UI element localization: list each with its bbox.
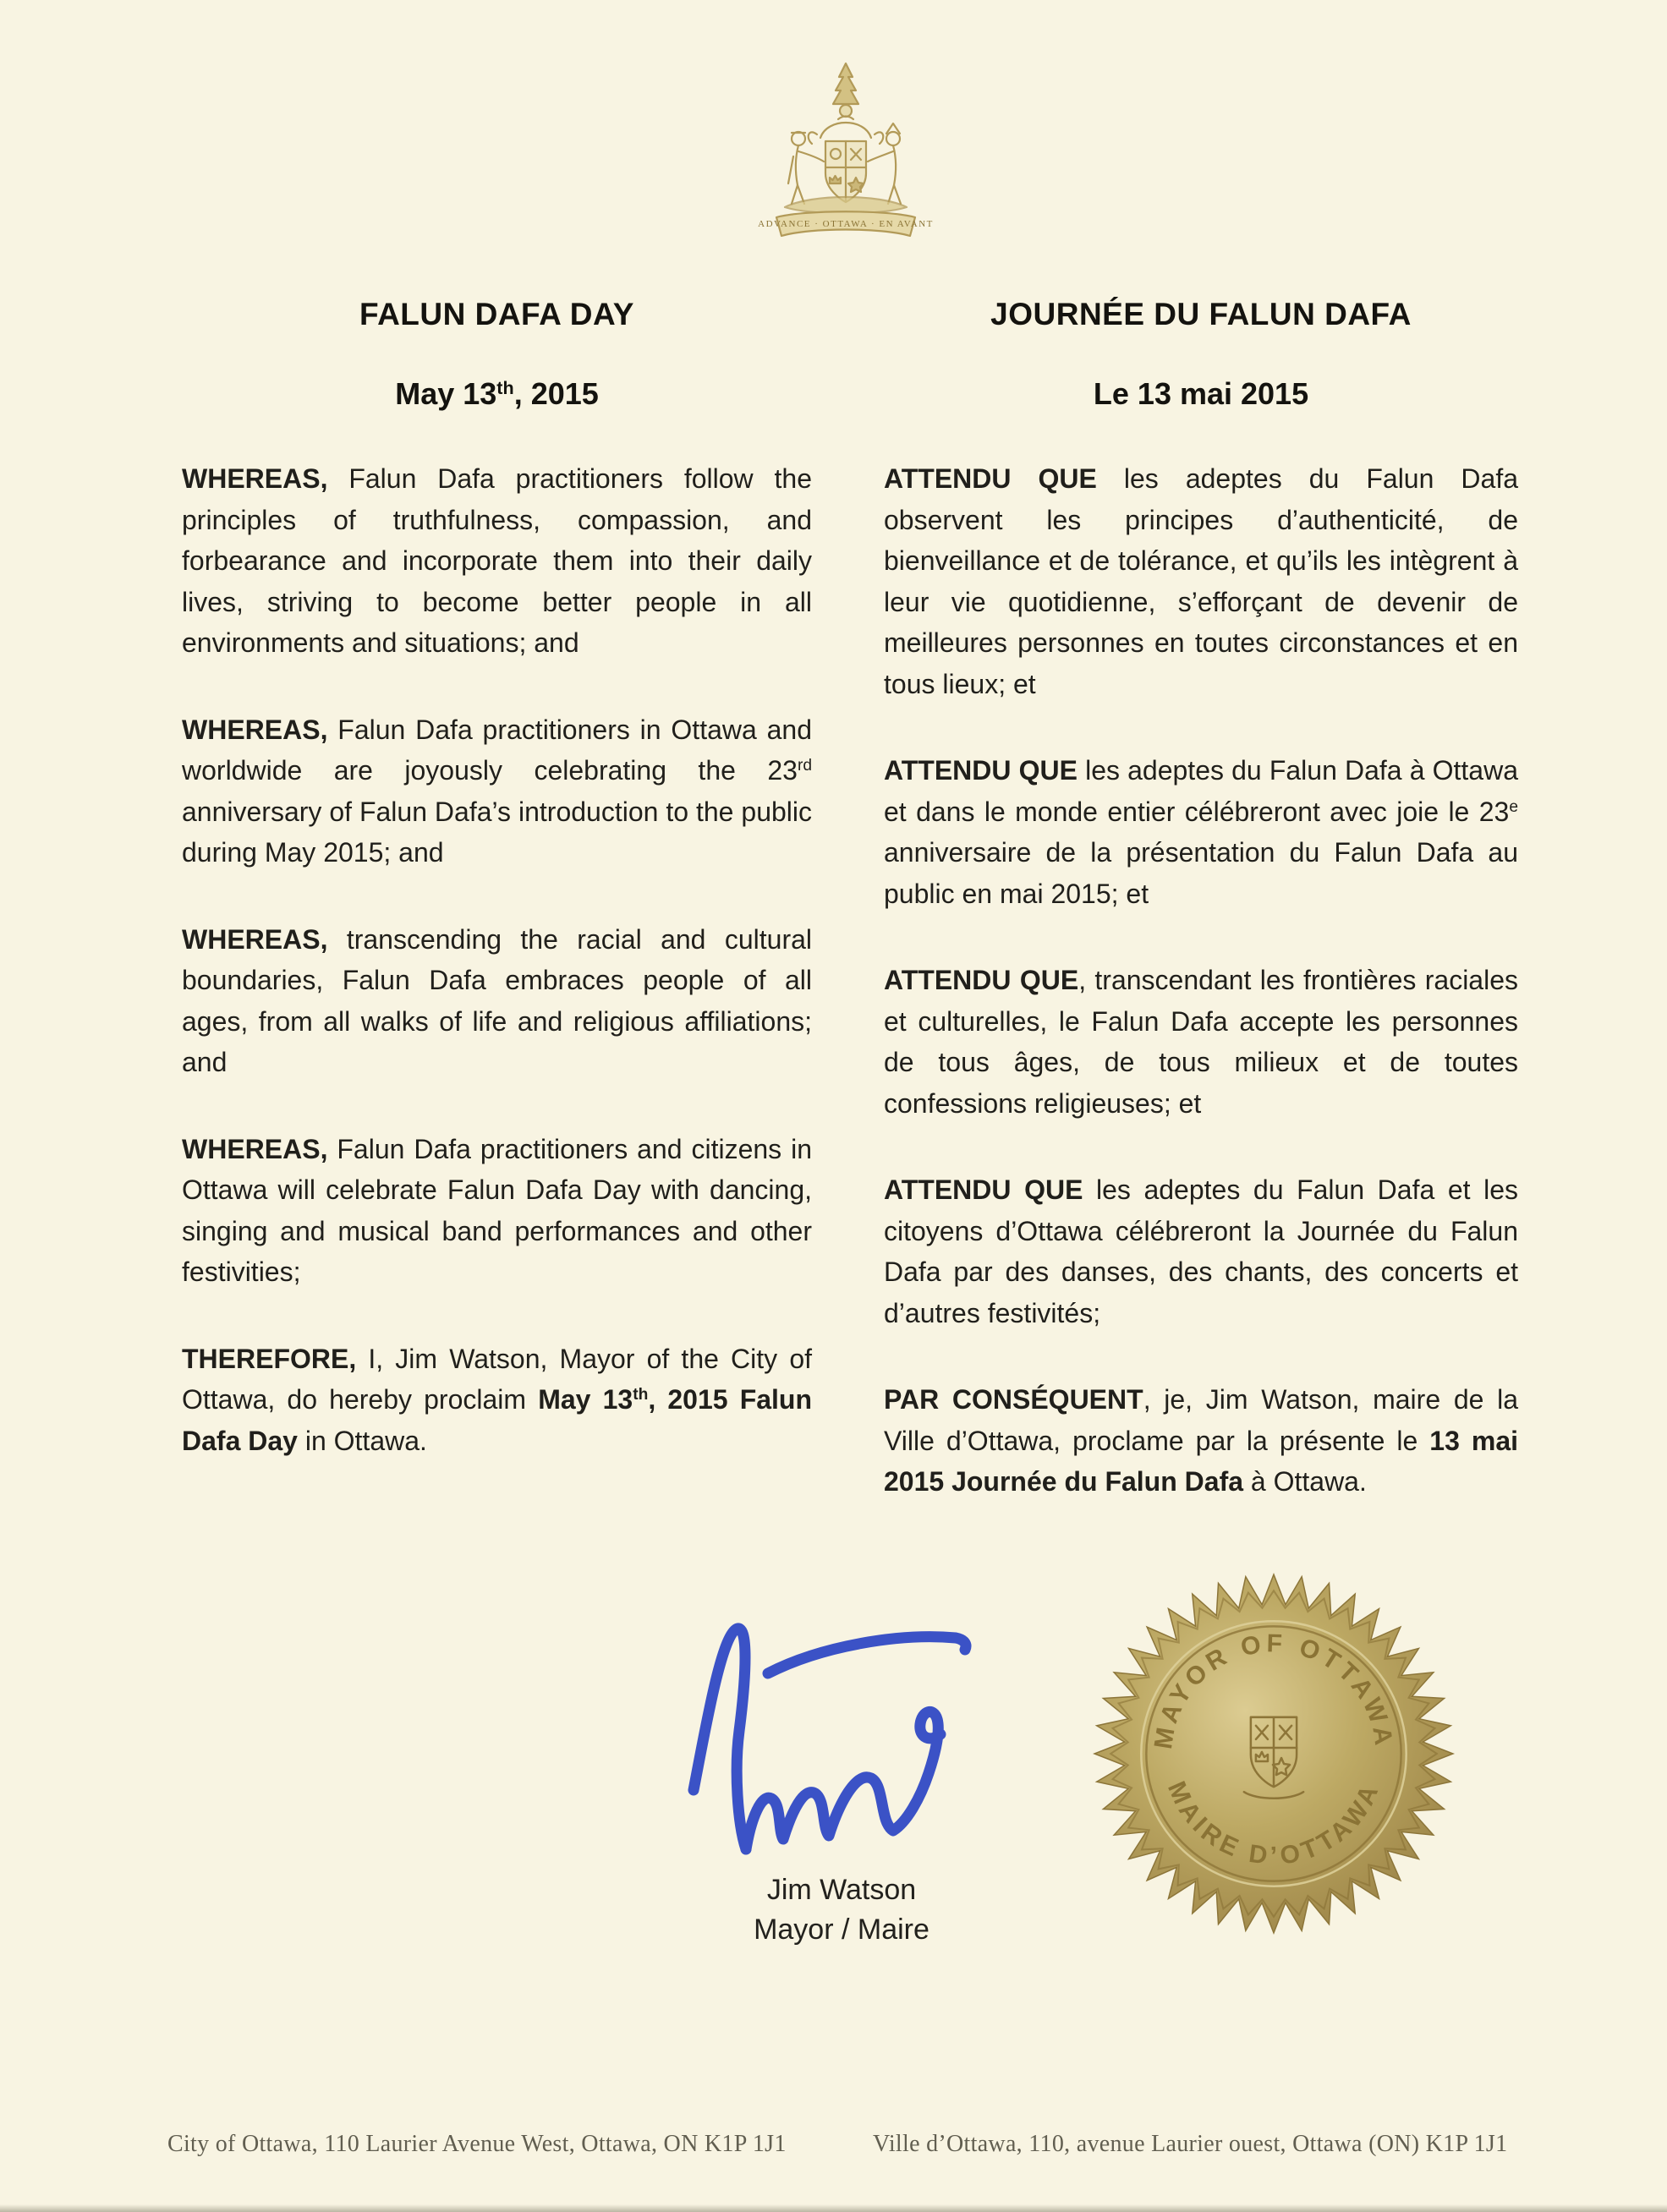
signature-stroke-bar: [768, 1637, 966, 1673]
signer-name: Jim Watson: [766, 1874, 917, 1906]
footer-address-english: City of Ottawa, 110 Laurier Avenue West, Ottawa, ON K1P 1J1: [167, 2131, 787, 2157]
french-date: Le 13 mai 2015: [1093, 376, 1309, 411]
therefore-paragraph: THEREFORE, I, Jim Watson, Mayor of the City of Ottawa, do hereby proclaim May 13th, 2015 Falun Dafa Day in Ottawa.: [182, 1343, 813, 1456]
attendu-paragraph-1: ATTENDU QUE les adeptes du Falun Dafa observent les principes d’authenticité, de bienveillance et de tolérance, et qu’ils les intègrent à leur vie quotidienne, s’efforçant de devenir de meilleures personnes en toutes circonstances et en tous lieux; et: [884, 463, 1519, 699]
crest-spire: [833, 63, 858, 104]
english-column: [182, 296, 812, 1461]
signer-title: Mayor / Maire: [754, 1914, 929, 1946]
crest-left-supporter: [792, 132, 805, 145]
crest-ring: [840, 105, 852, 117]
seal-bottom-text: MAIRE D’OTTAWA: [1161, 1777, 1385, 1871]
par-consequent-paragraph: PAR CONSÉQUENT, je, Jim Watson, maire de la Ville d’Ottawa, proclame par la présente le 13 mai 2015 Journée du Falun Dafa à Ottawa.: [884, 1384, 1519, 1497]
english-title: FALUN DAFA DAY: [359, 297, 634, 331]
attendu-paragraph-4: ATTENDU QUE les adeptes du Falun Dafa et les citoyens d’Ottawa célébreront la Journée du Falun Dafa par des danses, des chants, des concerts et d’autres festivités;: [884, 1174, 1519, 1328]
crest-arch: [820, 123, 871, 138]
city-of-ottawa-crest-icon: [744, 56, 947, 260]
footer-address-french: Ville d’Ottawa, 110, avenue Laurier ouest, Ottawa (ON) K1P 1J1: [873, 2131, 1508, 2157]
attendu-paragraph-3: ATTENDU QUE, transcendant les frontières raciales et culturelles, le Falun Dafa accepte les personnes de tous âges, de tous milieux et de toutes confessions religieuses; et: [884, 965, 1519, 1119]
crest-right-supporter: [886, 132, 900, 145]
signer-block: [677, 1870, 1006, 1950]
signature-stroke-w: [746, 1711, 940, 1849]
seal-top-text: MAYOR OF OTTAWA: [1149, 1629, 1398, 1751]
crest-motto: ADVANCE · OTTAWA · EN AVANT: [758, 219, 934, 229]
whereas-paragraph-4: WHEREAS, Falun Dafa practitioners and citizens in Ottawa will celebrate Falun Dafa Day with dancing, singing and musical band performances and other festivities;: [182, 1133, 812, 1287]
french-title: JOURNÉE DU FALUN DAFA: [990, 297, 1412, 331]
mayor-signature-image: [668, 1605, 998, 1869]
scan-bottom-edge: [0, 2204, 1667, 2212]
whereas-paragraph-2: WHEREAS, Falun Dafa practitioners in Ottawa and worldwide are joyously celebrating the 23rd anniversary of Falun Dafa’s introduction to the public during May 2015; and: [182, 714, 812, 868]
mayor-of-ottawa-seal: [1083, 1563, 1465, 1945]
whereas-paragraph-1: WHEREAS, Falun Dafa practitioners follow the principles of truthfulness, compassion, and forbearance and incorporate them into their daily lives, striving to become better people in all environments and situations; and: [182, 463, 812, 658]
attendu-paragraph-2: ATTENDU QUE les adeptes du Falun Dafa à Ottawa et dans le monde entier célébreront avec joie le 23e anniversaire de la présentation du Falun Dafa au public en mai 2015; et: [884, 755, 1519, 909]
french-column: [884, 296, 1518, 1503]
signature-stroke-loop: [694, 1629, 746, 1849]
whereas-paragraph-3: WHEREAS, transcending the racial and cultural boundaries, Falun Dafa embraces people of all ages, from all walks of life and religious affiliations; and: [182, 923, 812, 1077]
english-date: May 13th, 2015: [395, 376, 599, 411]
